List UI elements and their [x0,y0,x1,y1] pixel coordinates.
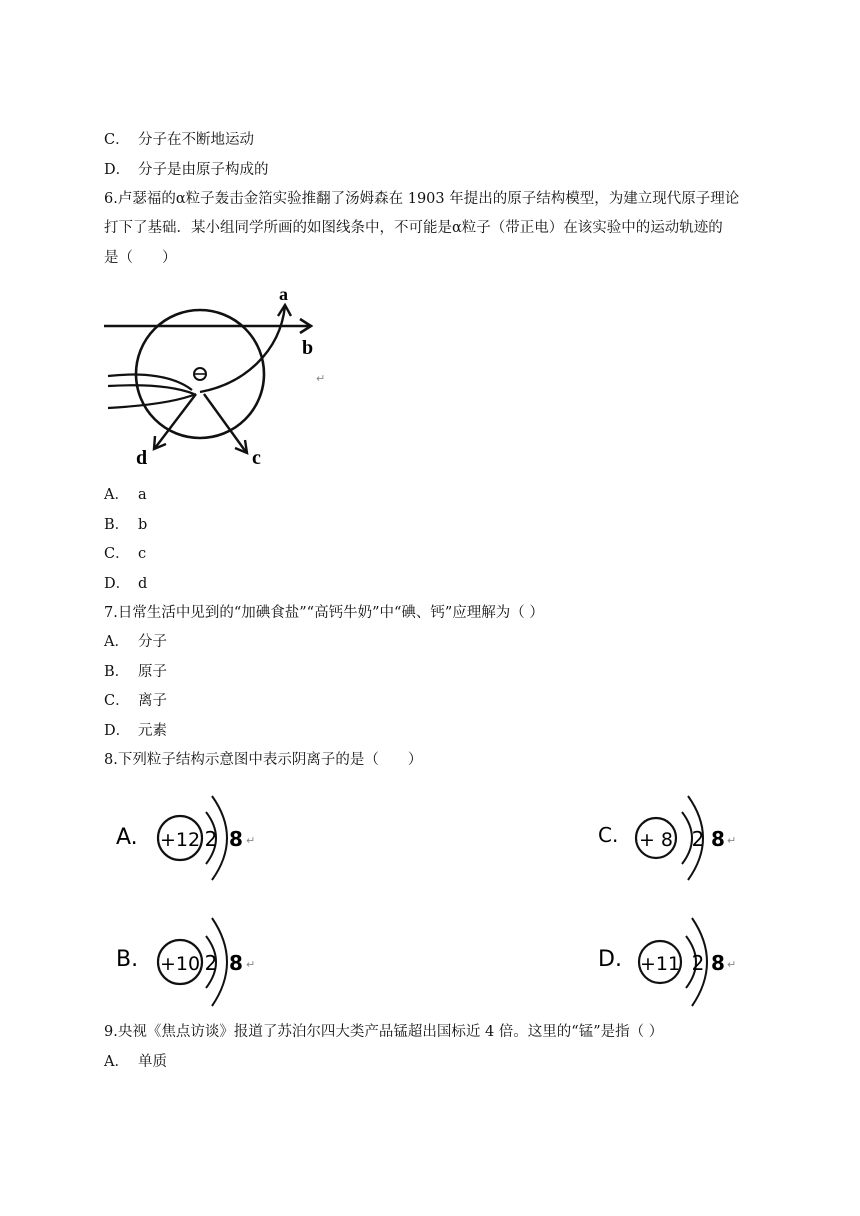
option-letter: A． [104,1054,129,1070]
option-text: 离子 [138,693,167,709]
q6-stem-line-3: 是（ ） [104,250,177,266]
option-letter: C． [104,132,130,148]
q8-stem: 8.下列粒子结构示意图中表示阴离子的是（ ） [104,752,423,768]
q5-option-d [104,160,269,180]
option-text: b [138,517,148,533]
atom-diagram-c [596,782,746,892]
q9-option-a [104,1052,167,1072]
q7-option-c [104,691,167,711]
option-text: c [138,546,147,562]
label-b: b [302,337,314,359]
option-letter: B． [104,517,130,533]
option-text: a [138,487,147,503]
option-text: d [138,576,148,592]
diagram-letter: A. [116,825,138,850]
option-letter: C． [104,693,130,709]
svg-text:↵: ↵ [727,834,737,847]
q6-option-b [104,515,147,535]
q7-option-a [104,632,167,652]
svg-text:↵: ↵ [246,958,256,971]
q6-option-c [104,544,146,564]
svg-text:↵: ↵ [246,834,256,847]
option-text: 原子 [138,664,167,680]
shell-1-electrons: 2 [691,827,705,851]
diagram-letter: B. [116,947,139,972]
alpha-scattering-figure [104,280,334,470]
q6-option-a [104,485,147,505]
svg-text:↵: ↵ [727,958,737,971]
shell-1-electrons: 2 [204,827,218,851]
label-c: c [252,447,261,469]
option-text: 元素 [138,723,167,739]
option-text: 分子 [138,634,167,650]
nucleus-charge: +11 [639,953,681,975]
diagram-letter: C. [598,823,619,847]
q6-stem-line-2: 打下了基础．某小组同学所画的如图线条中，不可能是α粒子（带正电）在该实验中的运动轨迹的 [104,220,723,236]
q7-option-b [104,662,167,682]
shell-2-electrons: 8 [229,827,243,851]
option-letter: D． [104,723,131,739]
nucleus-charge: + 8 [638,829,674,851]
option-letter: D． [104,576,131,592]
return-mark: ↵ [316,372,326,385]
atom-diagram-d [596,906,746,1016]
option-letter: A． [104,487,129,503]
diagram-letter: D. [598,947,622,972]
option-letter: B． [104,664,130,680]
option-text: 分子在不断地运动 [138,132,254,148]
q7-option-d [104,721,167,741]
shell-1-electrons: 2 [691,951,705,975]
option-letter: D． [104,162,131,178]
option-letter: A． [104,634,129,650]
q7-stem: 7.日常生活中见到的“加碘食盐”“高钙牛奶”中“碘、钙”应理解为（ ） [104,605,544,621]
label-a: a [279,284,288,304]
nucleus-charge: +12 [159,829,201,851]
q6-stem-line-1: 6.卢瑟福的α粒子轰击金箔实验推翻了汤姆森在 1903 年提出的原子结构模型，为建立现代原子理论 [104,191,740,207]
incoming-paths [108,375,192,390]
shell-2-electrons: 8 [711,951,725,975]
label-d: d [136,447,148,469]
q6-option-d [104,574,147,594]
trajectory-a [200,306,285,392]
shell-1-electrons: 2 [204,951,218,975]
atom-diagram-a [112,782,262,892]
option-letter: C． [104,546,130,562]
shell-2-electrons: 8 [711,827,725,851]
nucleus-charge: +10 [159,953,201,975]
q5-option-c [104,130,254,150]
q9-stem: 9.央视《焦点访谈》报道了苏泊尔四大类产品锰超出国标近 4 倍。这里的“锰”是指（ ） [104,1024,664,1040]
atom-diagram-b [112,906,262,1016]
option-text: 分子是由原子构成的 [138,162,269,178]
shell-2-electrons: 8 [229,951,243,975]
option-text: 单质 [138,1054,167,1070]
